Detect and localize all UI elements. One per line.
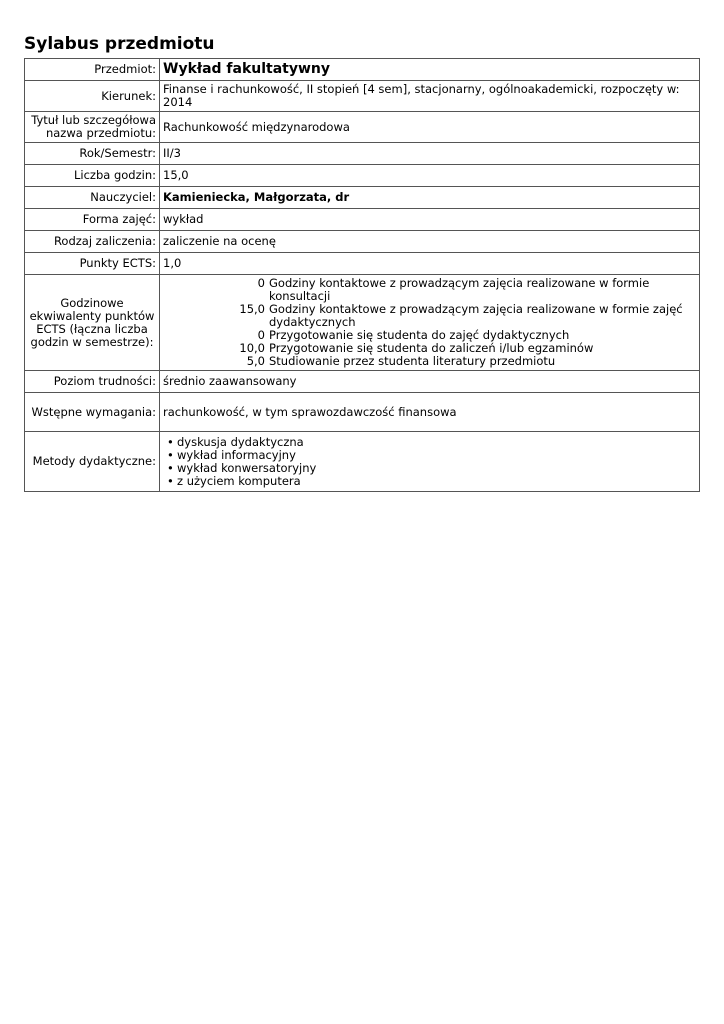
row-forma	[25, 209, 700, 231]
ects-item	[163, 303, 696, 329]
value-godziny: 15,0	[160, 165, 700, 187]
label-ects: Punkty ECTS:	[25, 253, 160, 275]
label-rok: Rok/Semestr:	[25, 143, 160, 165]
ects-item	[163, 277, 696, 303]
value-forma: wykład	[160, 209, 700, 231]
label-kierunek: Kierunek:	[25, 81, 160, 112]
row-zaliczenie	[25, 231, 700, 253]
list-item: • dyskusja dydaktyczna	[167, 436, 696, 449]
row-poziom	[25, 371, 700, 393]
row-ekwiwalenty	[25, 275, 700, 371]
ects-hours: 0	[257, 328, 265, 342]
label-nauczyciel: Nauczyciel:	[25, 187, 160, 209]
row-tytul	[25, 112, 700, 143]
ects-description: Przygotowanie się studenta do zaliczeń i/lub egzaminów	[269, 341, 594, 355]
ects-hours: 15,0	[239, 302, 265, 316]
ects-hours: 5,0	[246, 354, 265, 368]
page-title: Sylabus przedmiotu	[24, 34, 215, 54]
value-zaliczenie: zaliczenie na ocenę	[160, 231, 700, 253]
value-przedmiot: Wykład fakultatywny	[160, 59, 700, 81]
row-rok	[25, 143, 700, 165]
value-tytul: Rachunkowość międzynarodowa	[160, 112, 700, 143]
value-ects: 1,0	[160, 253, 700, 275]
label-przedmiot: Przedmiot:	[25, 59, 160, 81]
list-item: • z użyciem komputera	[167, 475, 696, 488]
row-wymagania	[25, 393, 700, 432]
ects-description: Godziny kontaktowe z prowadzącym zajęcia realizowane w formie zajęć dydaktycznych	[269, 302, 683, 329]
ects-description: Studiowanie przez studenta literatury przedmiotu	[269, 354, 556, 368]
ects-item	[163, 355, 696, 368]
value-nauczyciel: Kamieniecka, Małgorzata, dr	[160, 187, 700, 209]
value-rok: II/3	[160, 143, 700, 165]
ects-hours: 10,0	[239, 341, 265, 355]
value-metody	[160, 432, 700, 492]
row-ects	[25, 253, 700, 275]
row-metody	[25, 432, 700, 492]
ects-hours: 0	[257, 276, 265, 290]
ects-description: Przygotowanie się studenta do zajęć dydaktycznych	[269, 328, 570, 342]
value-poziom: średnio zaawansowany	[160, 371, 700, 393]
row-nauczyciel	[25, 187, 700, 209]
list-item: • wykład informacyjny	[167, 449, 696, 462]
ects-description: Godziny kontaktowe z prowadzącym zajęcia realizowane w formie konsultacji	[269, 276, 650, 303]
label-wymagania: Wstępne wymagania:	[25, 393, 160, 432]
label-ekwiwalenty: Godzinowe ekwiwalenty punktów ECTS (łączna liczba godzin w semestrze):	[25, 275, 160, 371]
label-metody: Metody dydaktyczne:	[25, 432, 160, 492]
row-kierunek	[25, 81, 700, 112]
value-wymagania: rachunkowość, w tym sprawozdawczość finansowa	[160, 393, 700, 432]
value-ekwiwalenty	[160, 275, 700, 371]
value-kierunek: Finanse i rachunkowość, II stopień [4 sem], stacjonarny, ogólnoakademicki, rozpoczęty w: 2014	[160, 81, 700, 112]
row-godziny	[25, 165, 700, 187]
label-tytul: Tytuł lub szczegółowa nazwa przedmiotu:	[25, 112, 160, 143]
list-item: • wykład konwersatoryjny	[167, 462, 696, 475]
methods-list	[163, 436, 696, 488]
syllabus-table	[24, 58, 700, 492]
label-godziny: Liczba godzin:	[25, 165, 160, 187]
row-przedmiot	[25, 59, 700, 81]
label-zaliczenie: Rodzaj zaliczenia:	[25, 231, 160, 253]
label-forma: Forma zajęć:	[25, 209, 160, 231]
label-poziom: Poziom trudności:	[25, 371, 160, 393]
